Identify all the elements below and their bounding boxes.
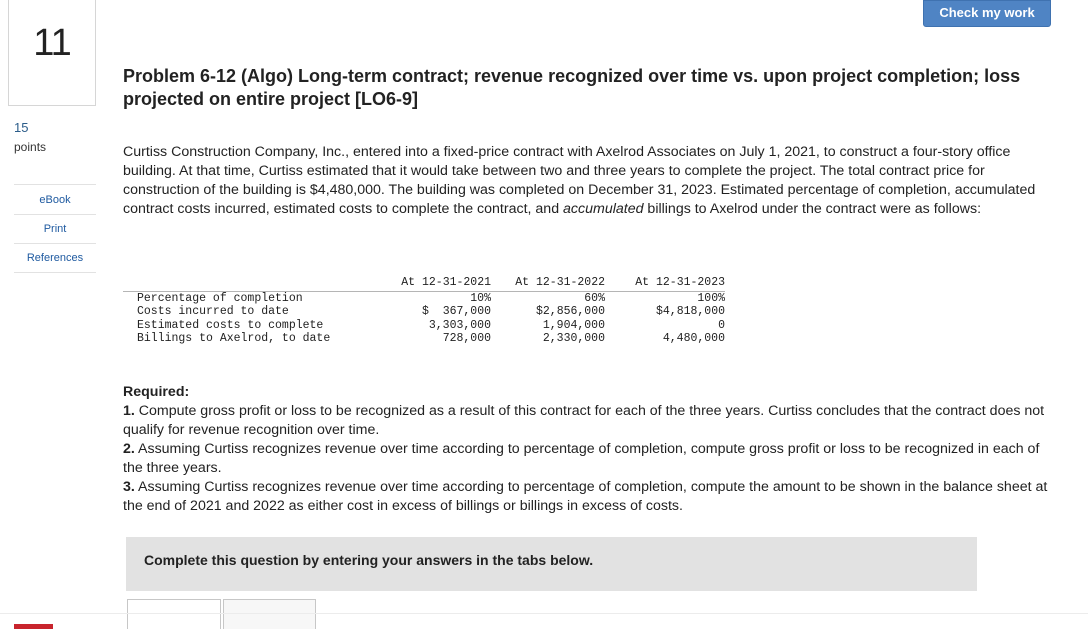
cell-2021: $ 367,000 xyxy=(421,305,491,318)
ebook-link[interactable]: eBook xyxy=(14,185,96,215)
table-row xyxy=(123,332,725,346)
footer-red-bar xyxy=(14,624,53,629)
intro-text-part1: Curtiss Construction Company, Inc., entered into a fixed-price contract with Axelrod Associates on July 1, 2021, to construct a four-story office building. At that time, Curtiss estimated that it would take between two and three years to complete the project. The total contract price for construction of the building is $4,480,000. The building was completed on December 31, 2023. Estimated percentage of completion, accumulated contract costs incurred, estimated costs to complete the contract, and xyxy=(123,144,1036,217)
required-item-3 xyxy=(123,478,1058,516)
side-links xyxy=(14,184,96,273)
references-link[interactable]: References xyxy=(14,244,96,273)
cell-2022: 1,904,000 xyxy=(542,318,605,332)
question-number: 11 xyxy=(33,22,71,64)
points-value: 15 xyxy=(14,120,29,135)
question-number-box xyxy=(8,0,96,106)
required-section xyxy=(123,383,1058,516)
cell-2021: 728,000 xyxy=(442,332,491,345)
contract-data-table xyxy=(123,276,725,346)
cell-2023: 100% xyxy=(697,291,725,305)
tab-required-2[interactable] xyxy=(223,599,316,629)
row-label: Percentage of completion xyxy=(137,291,303,305)
row-label: Billings to Axelrod, to date xyxy=(137,332,331,345)
cell-2022: $2,856,000 xyxy=(535,305,605,318)
required-item-1 xyxy=(123,402,1058,440)
required-item-text: Assuming Curtiss recognizes revenue over time according to percentage of completion, compute the amount to be shown in the balance sheet at the end of 2021 and 2022 as either cost in excess of billings or billings in excess of costs. xyxy=(123,479,1048,514)
table-row xyxy=(123,319,725,333)
problem-intro xyxy=(123,143,1058,219)
cell-2022: 2,330,000 xyxy=(542,332,605,345)
required-item-text: Compute gross profit or loss to be recognized as a result of this contract for each of the three years. Curtiss concludes that the contract does not qualify for revenue recognition over time. xyxy=(123,403,1045,438)
instructions-bar xyxy=(126,537,977,591)
tab-required-1[interactable] xyxy=(127,599,221,629)
cell-2021: 3,303,000 xyxy=(428,318,491,332)
intro-text-part2: billings to Axelrod under the contract were as follows: xyxy=(643,201,982,217)
points-label: points xyxy=(14,140,47,154)
footer-divider xyxy=(0,613,1088,614)
print-link[interactable]: Print xyxy=(14,215,96,244)
required-item-text: Assuming Curtiss recognizes revenue over time according to percentage of completion, compute gross profit or loss to be recognized in each of the three years. xyxy=(123,441,1040,476)
cell-2023: 0 xyxy=(718,318,725,332)
intro-emphasis: accumulated xyxy=(563,201,644,217)
required-item-number: 2. xyxy=(123,441,135,457)
required-item-2 xyxy=(123,440,1058,478)
table-header-row xyxy=(123,276,725,291)
table-header-blank xyxy=(123,276,388,291)
instructions-text: Complete this question by entering your answers in the tabs below. xyxy=(144,552,594,568)
required-item-number: 1. xyxy=(123,403,135,419)
cell-2023: 4,480,000 xyxy=(662,332,725,345)
required-item-number: 3. xyxy=(123,479,135,495)
table-header-2021: At 12-31-2021 xyxy=(388,276,491,291)
table-row xyxy=(123,305,725,319)
required-heading: Required: xyxy=(123,384,190,400)
row-label: Costs incurred to date xyxy=(137,305,289,318)
check-my-work-button[interactable]: Check my work xyxy=(923,0,1051,27)
cell-2023: $4,818,000 xyxy=(655,305,725,318)
table-header-2023: At 12-31-2023 xyxy=(605,276,725,291)
row-label: Estimated costs to complete xyxy=(137,318,324,332)
table-row xyxy=(123,291,725,305)
cell-2022: 60% xyxy=(584,291,605,305)
problem-title: Problem 6-12 (Algo) Long-term contract; revenue recognized over time vs. upon project completion; loss projected on entire project [LO6-9] xyxy=(123,66,1021,109)
table-header-2022: At 12-31-2022 xyxy=(491,276,605,291)
cell-2021: 10% xyxy=(470,291,491,305)
